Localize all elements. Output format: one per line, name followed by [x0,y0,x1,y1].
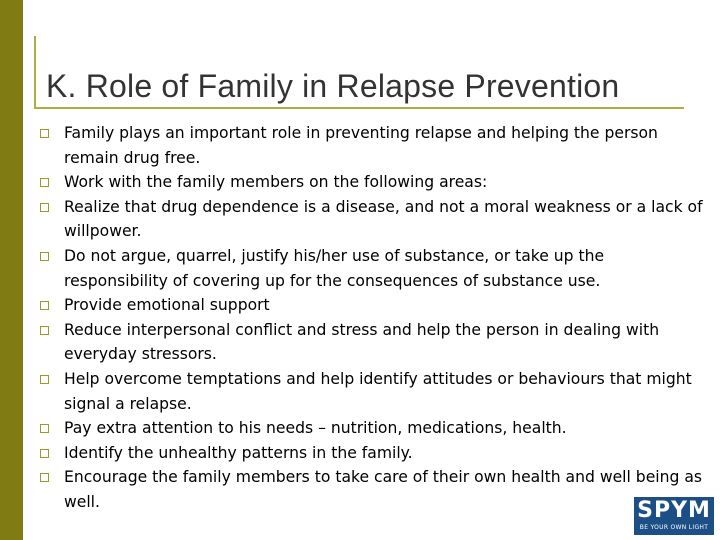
bullet-text: Encourage the family members to take care of their own health and well being as well. [64,468,703,511]
square-bullet-icon [40,449,49,458]
bullet-text: Help overcome temptations and help identify attitudes or behaviours that might signal a relapse. [64,369,692,413]
logo-tagline: BE YOUR OWN LIGHT [639,524,709,531]
bullet-text: Reduce interpersonal conflict and stress and help the person in dealing with everyday stressors. [64,320,660,364]
square-bullet-icon [40,252,49,261]
title-rule-horizontal [34,107,684,109]
bullet-item [40,318,712,367]
square-bullet-icon [40,203,49,212]
bullet-text: Do not argue, quarrel, justify his/her use of substance, or take up the responsibility of covering up for the consequences of substance use. [64,246,605,290]
bullet-item [40,195,712,244]
bullet-item [40,465,712,514]
title-rule-vertical [34,36,36,109]
bullet-list [40,121,712,515]
bullet-text: Pay extra attention to his needs – nutrition, medications, health. [64,419,567,438]
square-bullet-icon [40,326,49,335]
bullet-item [40,416,712,441]
bullet-text: Realize that drug dependence is a disease, and not a moral weakness or a lack of willpower. [64,197,703,241]
bullet-text: Work with the family members on the following areas: [64,173,488,192]
bullet-text: Family plays an important role in preventing relapse and helping the person remain drug free. [64,124,658,167]
bullet-item [40,367,712,416]
square-bullet-icon [40,129,49,138]
spym-logo [634,497,714,535]
square-bullet-icon [40,473,49,482]
bullet-item [40,441,712,466]
slide-title: K. Role of Family in Relapse Prevention [46,68,620,104]
square-bullet-icon [40,301,49,310]
bullet-item [40,293,712,318]
bullet-item [40,121,712,170]
side-accent-bar [0,0,23,540]
square-bullet-icon [40,375,49,384]
square-bullet-icon [40,178,49,187]
bullet-text: Provide emotional support [64,296,270,315]
bullet-item [40,170,712,195]
bullet-text: Identify the unhealthy patterns in the family. [64,443,413,462]
square-bullet-icon [40,424,49,433]
logo-wordmark: SPYM [637,498,711,523]
bullet-item [40,244,712,293]
